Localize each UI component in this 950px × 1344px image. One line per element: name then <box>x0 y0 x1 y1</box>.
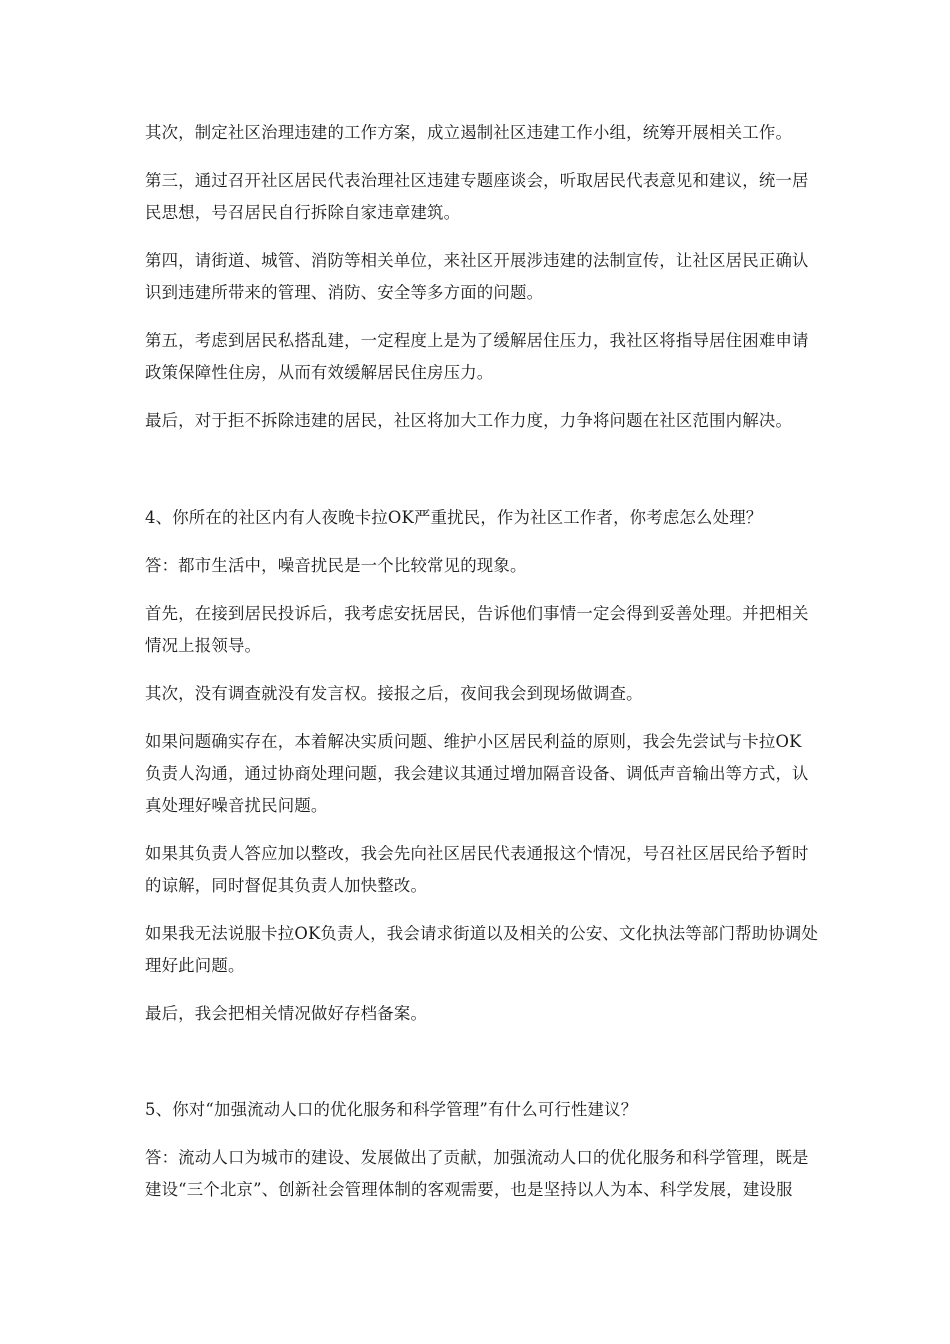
text-line: 识到违建所带来的管理、消防、安全等多方面的问题。 <box>145 283 544 302</box>
paragraph-4 <box>145 325 811 389</box>
paragraph-7 <box>145 678 811 710</box>
text-line: 民思想，号召居民自行拆除自家违章建筑。 <box>145 203 461 222</box>
paragraph-11 <box>145 998 811 1030</box>
text-line: 其次，没有调查就没有发言权。接报之后，夜间我会到现场做调查。 <box>145 684 643 703</box>
answer-5 <box>145 1142 811 1206</box>
paragraph-10 <box>145 918 819 982</box>
paragraph-3 <box>145 245 811 309</box>
text-line: 如果我无法说服卡拉OK负责人，我会请求街道以及相关的公安、文化执法等部门帮助协调处 <box>145 924 819 943</box>
answer-4-intro <box>145 550 811 582</box>
text-line: 的谅解，同时督促其负责人加快整改。 <box>145 876 428 895</box>
text-line: 第五，考虑到居民私搭乱建，一定程度上是为了缓解居住压力，我社区将指导居住困难申请 <box>145 331 809 350</box>
text-line: 最后，对于拒不拆除违建的居民，社区将加大工作力度，力争将问题在社区范围内解决。 <box>145 411 793 430</box>
text-line: 政策保障性住房，从而有效缓解居民住房压力。 <box>145 363 494 382</box>
text-line: 建设“三个北京”、创新社会管理体制的客观需要，也是坚持以人为本、科学发展，建设服 <box>145 1180 793 1199</box>
question-5 <box>145 1094 811 1126</box>
text-line: 答：都市生活中，噪音扰民是一个比较常见的现象。 <box>145 556 527 575</box>
paragraph-5 <box>145 405 811 437</box>
text-line: 最后，我会把相关情况做好存档备案。 <box>145 1004 428 1023</box>
text-line: 第三，通过召开社区居民代表治理社区违建专题座谈会，听取居民代表意见和建议，统一居 <box>145 171 809 190</box>
paragraph-8 <box>145 726 811 822</box>
paragraph-2 <box>145 165 811 229</box>
paragraph-9 <box>145 838 811 902</box>
text-line: 其次，制定社区治理违建的工作方案，成立遏制社区违建工作小组，统筹开展相关工作。 <box>145 123 793 142</box>
text-line: 5、你对“加强流动人口的优化服务和科学管理”有什么可行性建议？ <box>145 1100 638 1119</box>
text-line: 真处理好噪音扰民问题。 <box>145 796 328 815</box>
paragraph-6 <box>145 598 811 662</box>
text-line: 理好此问题。 <box>145 956 245 975</box>
question-4 <box>145 502 811 534</box>
text-line: 第四，请街道、城管、消防等相关单位，来社区开展涉违建的法制宣传，让社区居民正确认 <box>145 251 809 270</box>
text-line: 负责人沟通，通过协商处理问题，我会建议其通过增加隔音设备、调低声音输出等方式，认 <box>145 764 809 783</box>
text-line: 情况上报领导。 <box>145 636 262 655</box>
text-line: 答：流动人口为城市的建设、发展做出了贡献，加强流动人口的优化服务和科学管理，既是 <box>145 1148 809 1167</box>
text-line: 如果其负责人答应加以整改，我会先向社区居民代表通报这个情况，号召社区居民给予暂时 <box>145 844 809 863</box>
paragraph-1 <box>145 117 811 149</box>
text-line: 首先，在接到居民投诉后，我考虑安抚居民，告诉他们事情一定会得到妥善处理。并把相关 <box>145 604 809 623</box>
text-line: 如果问题确实存在，本着解决实质问题、维护小区居民利益的原则，我会先尝试与卡拉OK <box>145 732 802 751</box>
text-line: 4、你所在的社区内有人夜晚卡拉OK严重扰民，作为社区工作者，你考虑怎么处理？ <box>145 508 763 527</box>
